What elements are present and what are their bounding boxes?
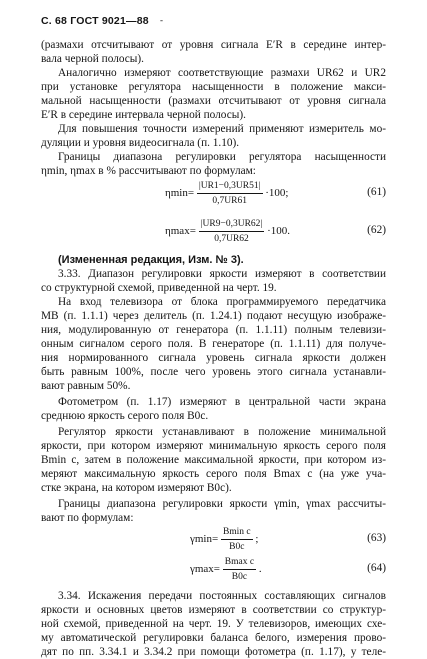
text-line: МВ (п. 1.1.1) через делитель (п. 1.24.1) подают несущую изображе-: [41, 310, 386, 322]
text-line: ния, модулированную от генератора (п. 1.1.11) полным телевизи-: [41, 324, 386, 336]
formula-64: [190, 556, 262, 583]
page-header: С. 68 ГОСТ 9021—88: [41, 15, 149, 27]
text-line: Фотометром (п. 1.17) измеряют в центральной части экрана: [58, 396, 386, 408]
equation-number: (63): [367, 532, 386, 544]
formula-numerator: Bmax c: [223, 556, 256, 570]
formula-lhs: ηmax=: [165, 225, 196, 238]
text-line: му автоматической регулировки баланса белого, измерения прово-: [41, 632, 386, 644]
formula-fraction: [197, 180, 263, 207]
formula-62: [165, 218, 290, 245]
text-line: ной схемой, приведенной на черт. 19. У телевизоров, имеющих схе-: [41, 618, 386, 630]
header-mark: -: [160, 15, 163, 25]
formula-rhs: .: [258, 563, 262, 576]
text-line: яркости и основных цветов измеряют в соответствии со структур-: [41, 604, 386, 616]
equation-number: (64): [367, 562, 386, 574]
formula-rhs: ·100.: [267, 225, 291, 238]
text-line: быть равным 100%, после чего уровень этого сигнала устанавли-: [41, 366, 386, 378]
text-line: дят по пп. 3.34.1 и 3.34.2 при помощи фотометра (п. 1.17), у теле-: [41, 646, 386, 658]
text-line: меряют максимальную яркость серого поля Bmax c (на уже уча-: [41, 468, 386, 480]
text-line: вала черной полосы).: [41, 53, 144, 65]
edition-note: (Измененная редакция, Изм. № 3).: [58, 254, 244, 266]
text-line: при установке регулятора насыщенности в положение макси-: [41, 81, 386, 93]
text-line: Bmin c, затем в положение максимальной яркости, при котором из-: [41, 454, 386, 466]
text-line: Границы диапазона регулировки регулятора насыщенности: [58, 151, 386, 163]
text-line: со структурной схемой, приведенной на черт. 19.: [41, 282, 277, 294]
text-line: Для повышения точности измерений применяют измеритель мо-: [58, 123, 386, 135]
text-line: 3.33. Диапазон регулировки яркости измеряют в соответствии: [58, 268, 386, 280]
text-line: онным сигналом серого поля. В генераторе (п. 1.1.11) для получе-: [41, 338, 386, 350]
text-line: Регулятор яркости устанавливают в положение минимальной: [58, 426, 386, 438]
text-line: ηmin, ηmax в % рассчитывают по формулам:: [41, 165, 256, 177]
formula-61: [165, 180, 289, 207]
formula-denominator: B0c: [229, 542, 245, 552]
text-line: яркости, при котором измеряют минимальную яркость серого поля: [41, 440, 386, 452]
formula-fraction: [223, 556, 256, 583]
formula-rhs: ·100;: [265, 187, 289, 200]
formula-numerator: Bmin c: [221, 526, 253, 540]
equation-number: (62): [367, 224, 386, 236]
formula-63: [190, 526, 258, 553]
formula-denominator: 0,7UR61: [212, 196, 247, 206]
formula-fraction: [199, 218, 265, 245]
text-line: (размахи отсчитывают от уровня сигнала E′R в середине интер-: [41, 39, 386, 51]
text-line: На вход телевизора от блока программируемого передатчика: [58, 296, 386, 308]
formula-lhs: γmin=: [190, 533, 219, 546]
formula-numerator: |UR9−0,3UR62|: [199, 218, 265, 232]
formula-denominator: B0c: [231, 572, 248, 582]
text-line: ния нормированного сигнала уровень сигнала яркости должен: [41, 352, 386, 364]
text-line: стке экрана, на котором измеряют B0c).: [41, 482, 232, 494]
formula-numerator: |UR1−0,3UR51|: [197, 180, 263, 194]
text-line: вают равным 50%.: [41, 380, 131, 392]
text-line: среднюю яркость серого поля B0c.: [41, 410, 209, 422]
text-line: 3.34. Искажения передачи постоянных составляющих сигналов: [58, 590, 386, 602]
text-line: вают по формулам:: [41, 512, 134, 524]
text-line: E′R в середине интервала черной полосы).: [41, 109, 246, 121]
text-line: Аналогично измеряют соответствующие размахи UR62 и UR2: [58, 67, 386, 79]
formula-lhs: γmax=: [190, 563, 221, 576]
equation-number: (61): [367, 186, 386, 198]
text-line: мальной насыщенности (размахи отсчитывают от уровня сигнала: [41, 95, 386, 107]
text-line: Границы диапазона регулировки яркости γmin, γmax рассчиты-: [58, 498, 386, 510]
formula-rhs: ;: [255, 533, 259, 546]
formula-lhs: ηmin=: [165, 187, 195, 200]
formula-fraction: [221, 526, 253, 553]
text-line: дуляции и уровня видеосигнала (п. 1.10).: [41, 137, 240, 149]
formula-denominator: 0,7UR62: [214, 234, 249, 244]
